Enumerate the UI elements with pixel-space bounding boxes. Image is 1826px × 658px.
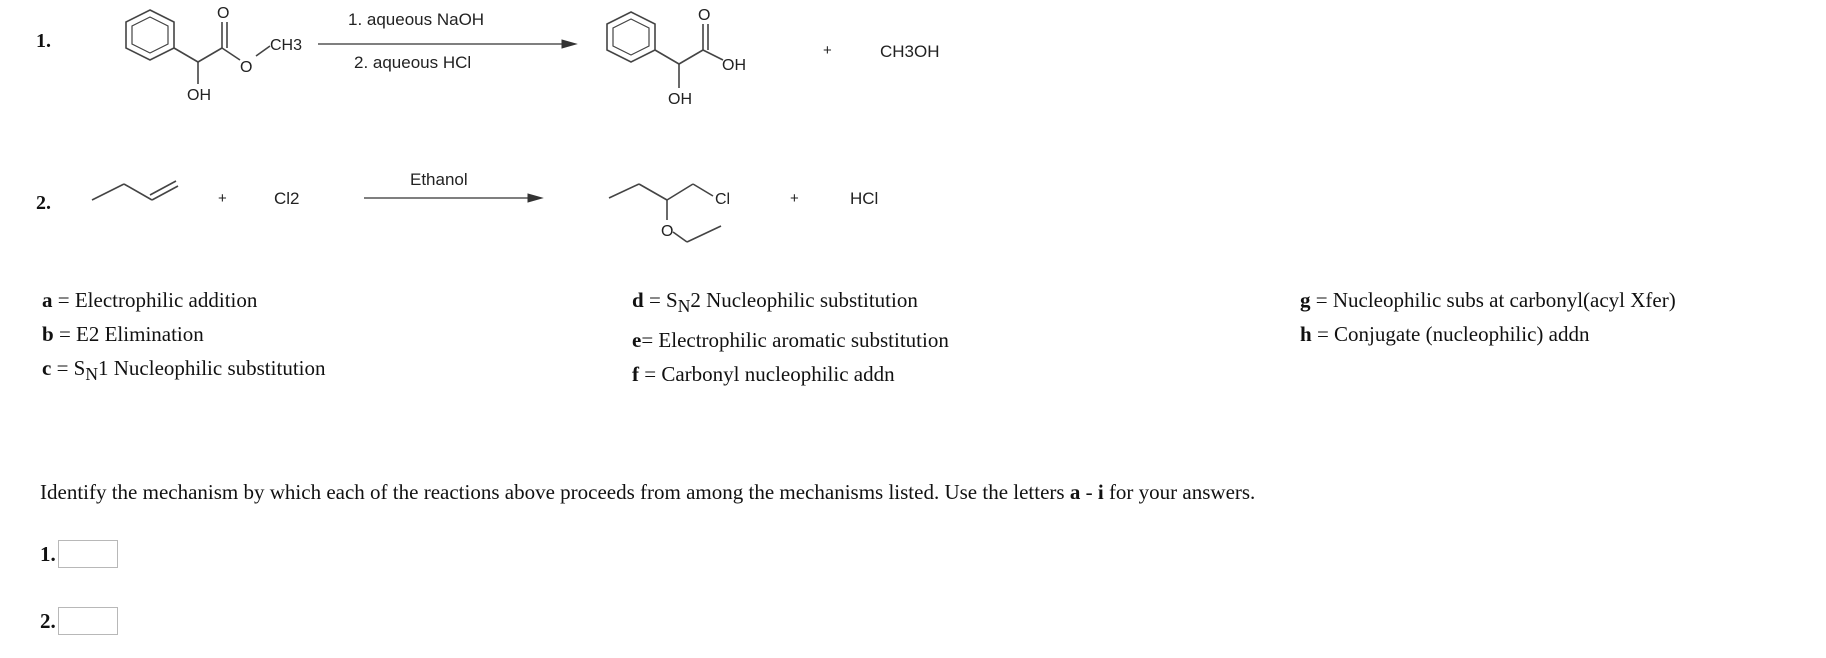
- reaction-2-byproduct: HCl: [850, 189, 879, 208]
- reaction-1-plus: +: [823, 42, 832, 59]
- answer-row-1: [40, 540, 118, 568]
- question-text: Identify the mechanism by which each of the reactions above proceeds from among the mechanisms listed. Use the letters a - i for your answers.: [40, 480, 1256, 504]
- answer-2-input[interactable]: [58, 607, 118, 635]
- product-1-acid-oh: OH: [722, 57, 746, 74]
- reaction-1-product-structure: [585, 0, 785, 115]
- reaction-2-alkene-structure: [90, 180, 190, 220]
- reaction-2-number: 2.: [36, 192, 51, 214]
- answer-2-label: 2.: [40, 608, 56, 633]
- mechanism-column-3: [1300, 283, 1676, 351]
- reactant-1-oh: OH: [187, 87, 211, 104]
- reaction-2-reagent: Cl2: [274, 189, 300, 208]
- reaction-1-number: 1.: [36, 30, 51, 52]
- reaction-1-reactant-structure: [80, 0, 310, 110]
- mechanism-b: b = E2 Elimination: [42, 322, 204, 346]
- reaction-2-product-structure: [605, 170, 765, 250]
- mechanism-column-1: [42, 283, 325, 391]
- reactant-1-carbonyl-o: O: [217, 5, 230, 22]
- reaction-2-condition: Ethanol: [410, 170, 468, 189]
- product-1-carbonyl-o: O: [698, 7, 711, 24]
- mechanism-g: g = Nucleophilic subs at carbonyl(acyl Xfer): [1300, 288, 1676, 312]
- mechanism-column-2: [632, 283, 949, 391]
- reaction-1-condition-top: 1. aqueous NaOH: [348, 10, 485, 29]
- reaction-1-byproduct: CH3OH: [880, 42, 940, 61]
- product-1-alcohol-oh: OH: [668, 91, 692, 108]
- reaction-2-arrow: [364, 190, 544, 206]
- mechanism-d: $d = S_N2$ Nucleophilic substitution: [632, 288, 918, 317]
- mechanism-a: a = Electrophilic addition: [42, 288, 258, 312]
- reactant-1-ether-o: O: [240, 59, 253, 76]
- reactant-1-ch3: CH3: [270, 37, 303, 54]
- mechanism-h: h = Conjugate (nucleophilic) addn: [1300, 322, 1590, 346]
- mechanism-e: e= Electrophilic aromatic substitution: [632, 328, 949, 353]
- mechanism-c: $c = S_N1$ Nucleophilic substitution: [42, 356, 326, 385]
- answer-1-label: 1.: [40, 541, 56, 566]
- reaction-1-arrow: [318, 36, 578, 52]
- reaction-2-plus-2: +: [790, 190, 799, 207]
- product-2-cl: Cl: [715, 191, 731, 208]
- answer-1-input[interactable]: [58, 540, 118, 568]
- reaction-1-condition-bottom: 2. aqueous HCl: [354, 53, 472, 72]
- product-2-ether-o: O: [661, 223, 674, 240]
- answer-row-2: [40, 607, 118, 635]
- mechanism-f: f = Carbonyl nucleophilic addn: [632, 362, 895, 387]
- reaction-2-plus-1: +: [218, 190, 227, 207]
